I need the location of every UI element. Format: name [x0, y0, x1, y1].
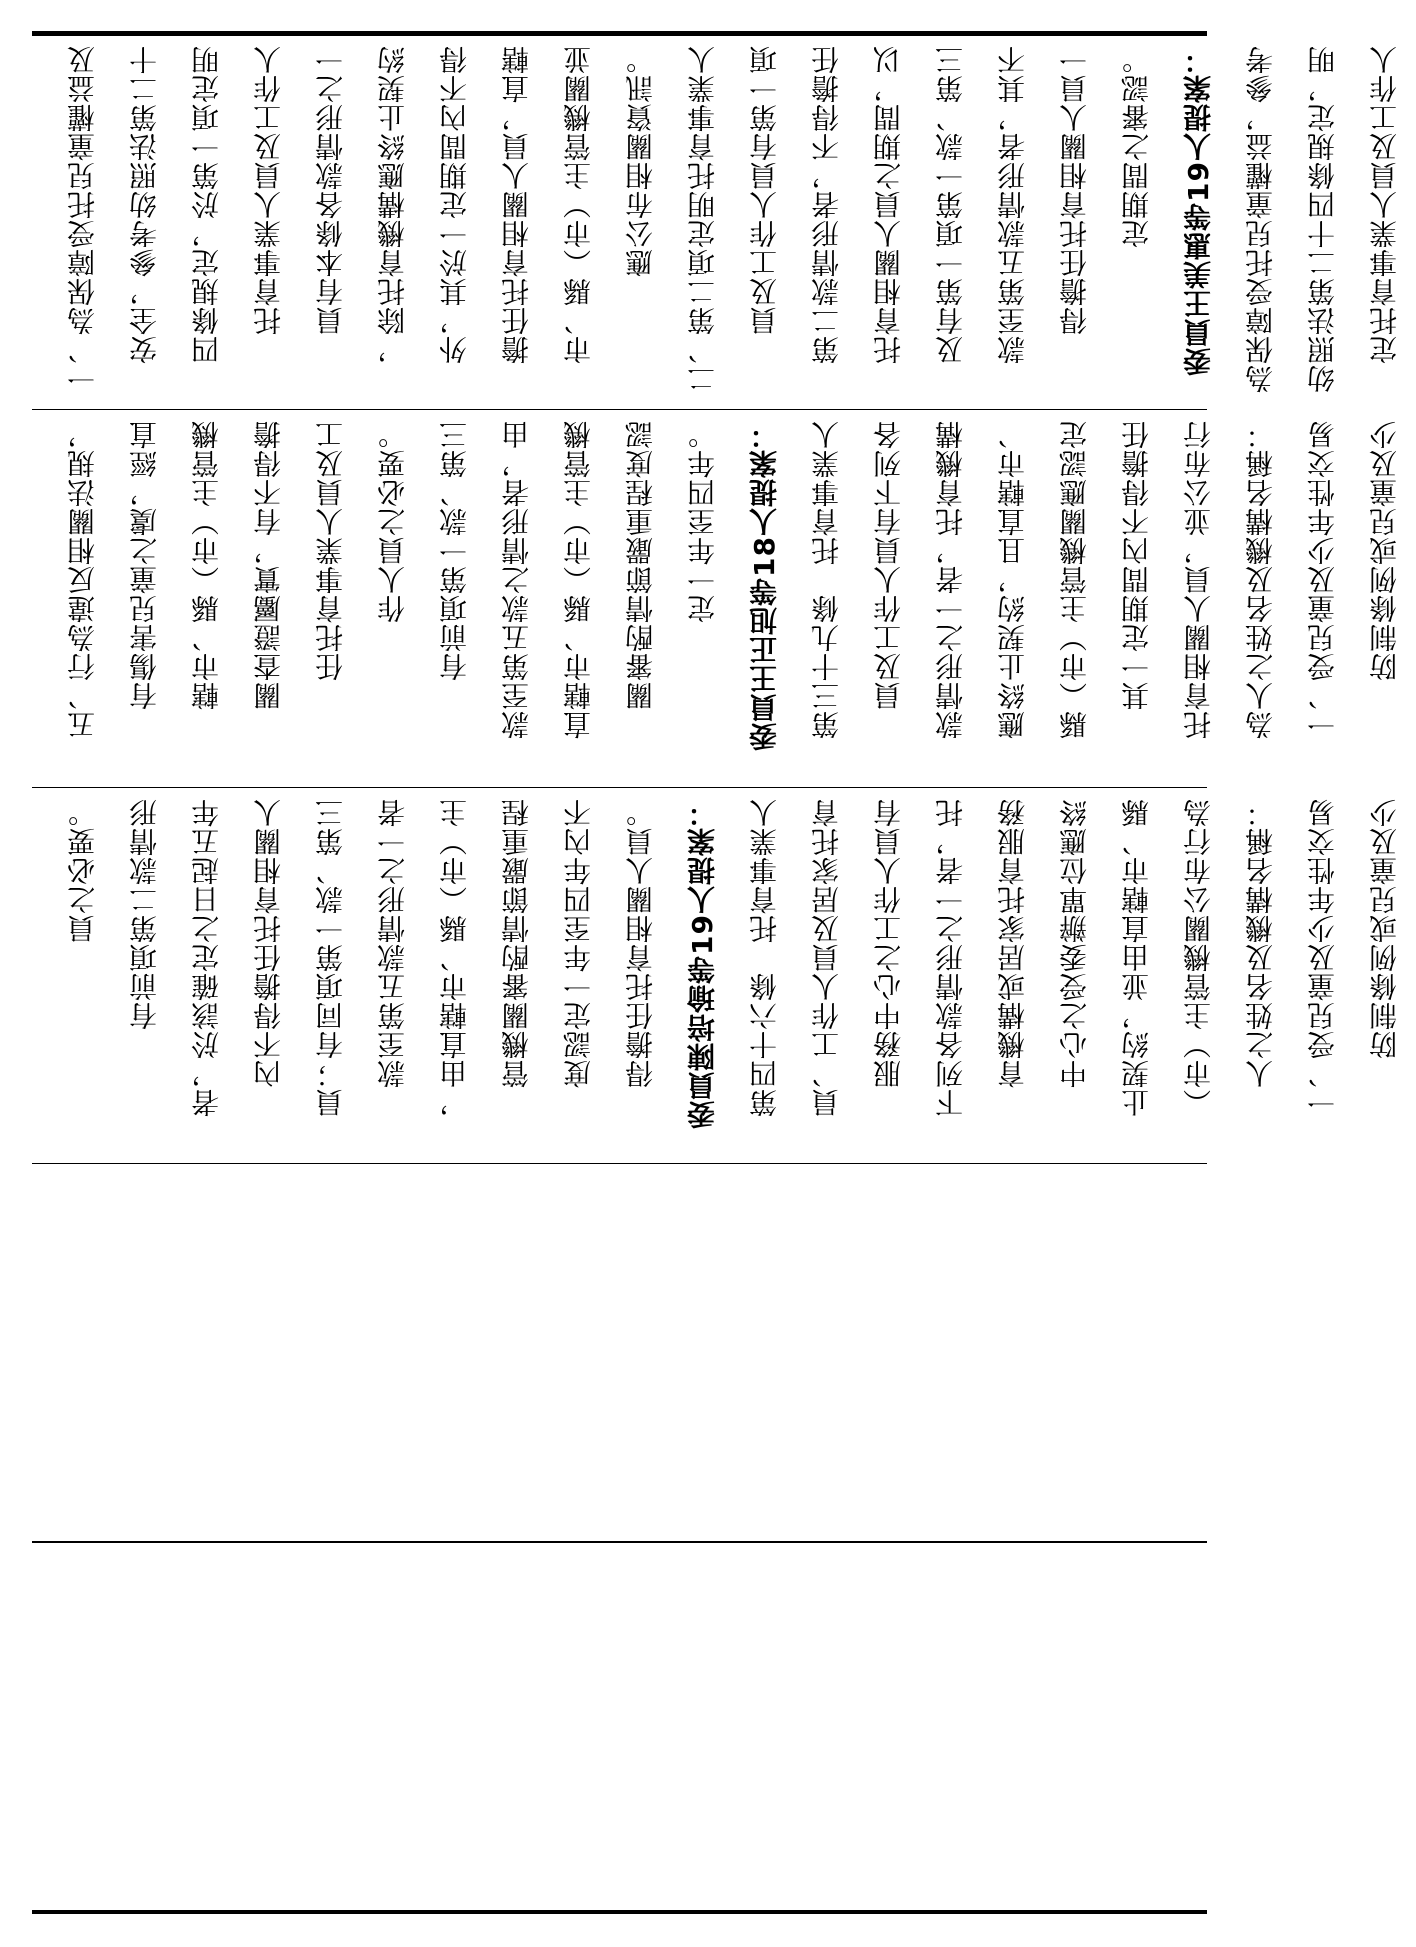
text-column	[300, 45, 362, 401]
text-line: 應終止契約，且直轄市、	[996, 420, 1029, 739]
text-line: 外，其於一定期間內不得	[438, 45, 471, 393]
text-column	[548, 45, 610, 401]
text-column	[548, 798, 610, 1154]
text-line: 應公布相關資訊。	[624, 45, 657, 306]
text-column	[114, 45, 176, 401]
text-column	[1354, 798, 1416, 1154]
text-line: 托育相關人員之期間，以	[872, 45, 905, 393]
bottom-rule	[32, 1910, 1207, 1914]
text-line: 安全，參考幼照法第二十	[128, 45, 161, 393]
text-line: 一、受兒童及少年性交易	[1306, 798, 1339, 1117]
text-line: 一、為保障受托兒童權益及	[66, 45, 99, 393]
text-column	[1106, 798, 1168, 1154]
section-amended-text	[52, 420, 1401, 778]
text-line: 款至第五款情形者，其不	[996, 45, 1029, 393]
text-column	[1044, 798, 1106, 1154]
text-line: 下列各款情形之一者，托	[934, 798, 967, 1117]
text-line: 擔任托育相關人員，直轄	[500, 45, 533, 393]
text-line: ，除托育機構應終止契約	[376, 45, 409, 393]
text-line: 員、工作人員及居家托育	[810, 798, 843, 1117]
text-column	[672, 420, 734, 778]
text-line: 五、行為違反相關法規，	[66, 420, 99, 739]
text-line: 托育相關人員，並公布行	[1182, 420, 1215, 739]
text-column	[982, 420, 1044, 778]
text-column	[176, 45, 238, 401]
text-line: 止契約，並由直轄市、縣	[1120, 798, 1153, 1117]
text-line: 為保障受托兒童權益，參考	[1244, 45, 1277, 393]
text-column	[1354, 420, 1416, 778]
proposal-heading: 委員王美惠等19人提案：	[1182, 45, 1215, 376]
text-column	[52, 420, 114, 778]
text-line: 市、縣（市）主管機關並	[562, 45, 595, 393]
text-column	[734, 798, 796, 1154]
text-column	[982, 798, 1044, 1154]
text-column	[424, 420, 486, 778]
text-line: 關查證屬實，有不得擔	[252, 420, 285, 739]
text-line: 度認定一年至四年內不	[562, 798, 595, 1088]
text-line: 定托育事業人員及工作人	[1368, 45, 1401, 364]
text-line: 員；有同項第一款、第三	[314, 798, 347, 1117]
text-column	[610, 45, 672, 401]
text-line: 關審酌情節嚴重程度認	[624, 420, 657, 710]
text-column	[238, 798, 300, 1154]
text-column	[424, 798, 486, 1154]
text-line: 管機關審酌情節嚴重程	[500, 798, 533, 1088]
text-column	[486, 798, 548, 1154]
text-column	[1292, 798, 1354, 1154]
text-line: 員及工作人員有下列各	[872, 420, 905, 710]
text-line: 第三十九條 托育事業人	[810, 420, 843, 739]
text-line: 轄市、縣（市）主管機	[190, 420, 223, 739]
text-column	[548, 420, 610, 778]
row-divider	[32, 787, 1207, 788]
text-line: 員及工作人員有第一項	[748, 45, 781, 364]
text-column	[1230, 420, 1292, 778]
text-column	[1106, 420, 1168, 778]
text-line: 定一年至四年。	[686, 420, 719, 623]
top-rule	[32, 31, 1207, 36]
text-column	[1292, 420, 1354, 778]
text-column	[920, 798, 982, 1154]
text-column	[300, 420, 362, 778]
text-line: 有前項第一款、第三	[438, 420, 471, 710]
text-line: 款至第五款情形之一者	[376, 798, 409, 1088]
text-line: 有前項第二款情形	[128, 798, 161, 1059]
text-line: 防制條例或兒童及少	[1368, 420, 1401, 710]
row-divider	[32, 1163, 1207, 1164]
text-line: 者，於該確定之日起五年	[190, 798, 223, 1117]
text-line: 內不得擔任托育相關人	[252, 798, 285, 1088]
text-line: 一、受兒童及少年性交易	[1306, 420, 1339, 739]
text-line: 有傷害兒童之虞，經直	[128, 420, 161, 739]
text-column	[1168, 420, 1230, 778]
section-current-text	[52, 45, 1401, 401]
text-column	[920, 420, 982, 778]
text-column	[1292, 45, 1354, 401]
text-column	[796, 798, 858, 1154]
text-line: 第二款情形者，不得擔任	[810, 45, 843, 393]
text-column	[796, 420, 858, 778]
text-column	[238, 420, 300, 778]
proposal-heading: 委員王正旭等18人提案：	[748, 420, 781, 751]
text-column	[858, 45, 920, 401]
text-line: 為人之姓名及機構名稱：	[1244, 420, 1277, 739]
text-column	[486, 45, 548, 401]
text-column	[1168, 45, 1230, 401]
text-column	[610, 798, 672, 1154]
text-column	[52, 798, 114, 1154]
text-line: 得擔任托育相關人員一	[1058, 45, 1091, 364]
text-line: 四條規定，於第一項定明	[190, 45, 223, 393]
text-column	[1230, 45, 1292, 401]
text-line: 直轄市、縣（市）主管機	[562, 420, 595, 739]
text-line: 幼照法第二十四條規定，明	[1306, 45, 1339, 393]
text-line: 作人員之必要。	[376, 420, 409, 652]
text-line: 得擔任托育相關人員。	[624, 798, 657, 1088]
text-column	[920, 45, 982, 401]
text-column	[238, 45, 300, 401]
text-line: 育機構或居家托育服務	[996, 798, 1029, 1088]
text-column	[1230, 798, 1292, 1154]
text-column	[734, 420, 796, 778]
text-column	[114, 798, 176, 1154]
text-line: （市）主管機關公布行為	[1182, 798, 1215, 1117]
text-line: 服務中心之工作人員有	[872, 798, 905, 1088]
text-column	[672, 798, 734, 1154]
text-column	[982, 45, 1044, 401]
text-line: 中心之受委辦單位應終	[1058, 798, 1091, 1088]
proposal-heading: 委員陳培瑜等19人提案：	[686, 798, 719, 1129]
text-line: 員有本條各款情形之一	[314, 45, 347, 364]
text-column	[300, 798, 362, 1154]
text-column	[362, 798, 424, 1154]
text-column	[858, 798, 920, 1154]
text-column	[1044, 420, 1106, 778]
text-column	[424, 45, 486, 401]
row-divider	[32, 409, 1207, 410]
text-column	[1106, 45, 1168, 401]
text-column	[114, 420, 176, 778]
text-column	[1044, 45, 1106, 401]
text-column	[362, 45, 424, 401]
text-line: 其一定期間內不得擔任	[1120, 420, 1153, 710]
text-line: 任托育事業人員及工	[314, 420, 347, 710]
text-column	[1354, 45, 1416, 401]
text-column	[362, 420, 424, 778]
text-line: 及有第一項第一款、第三	[934, 45, 967, 393]
text-line: 款至第五款之情形者，由	[500, 420, 533, 739]
text-line: 縣（市）主管機關應認定	[1058, 420, 1091, 739]
text-line: 防制條例或兒童及少	[1368, 798, 1401, 1088]
text-line: 托育事業人員及工作人	[252, 45, 285, 364]
section-explanation	[52, 798, 1401, 1154]
text-line: 款情形之一者，托育機構	[934, 420, 967, 739]
text-column	[796, 45, 858, 401]
text-line: 定期間之審認。	[1120, 45, 1153, 277]
text-column	[672, 45, 734, 401]
text-line: 二、第二項定明托育事業人	[686, 45, 719, 393]
text-column	[734, 45, 796, 401]
row-divider	[32, 1541, 1207, 1543]
text-column	[1168, 798, 1230, 1154]
text-column	[858, 420, 920, 778]
text-line: ，由直轄市、縣（市）主	[438, 798, 471, 1117]
text-column	[176, 798, 238, 1154]
text-line: 人之姓名及機構名稱：	[1244, 798, 1277, 1088]
text-column	[176, 420, 238, 778]
text-line: 第四十六條 托育事業人	[748, 798, 781, 1117]
text-column	[486, 420, 548, 778]
text-column	[52, 45, 114, 401]
text-line: 員之必要。	[66, 798, 99, 943]
text-column	[610, 420, 672, 778]
